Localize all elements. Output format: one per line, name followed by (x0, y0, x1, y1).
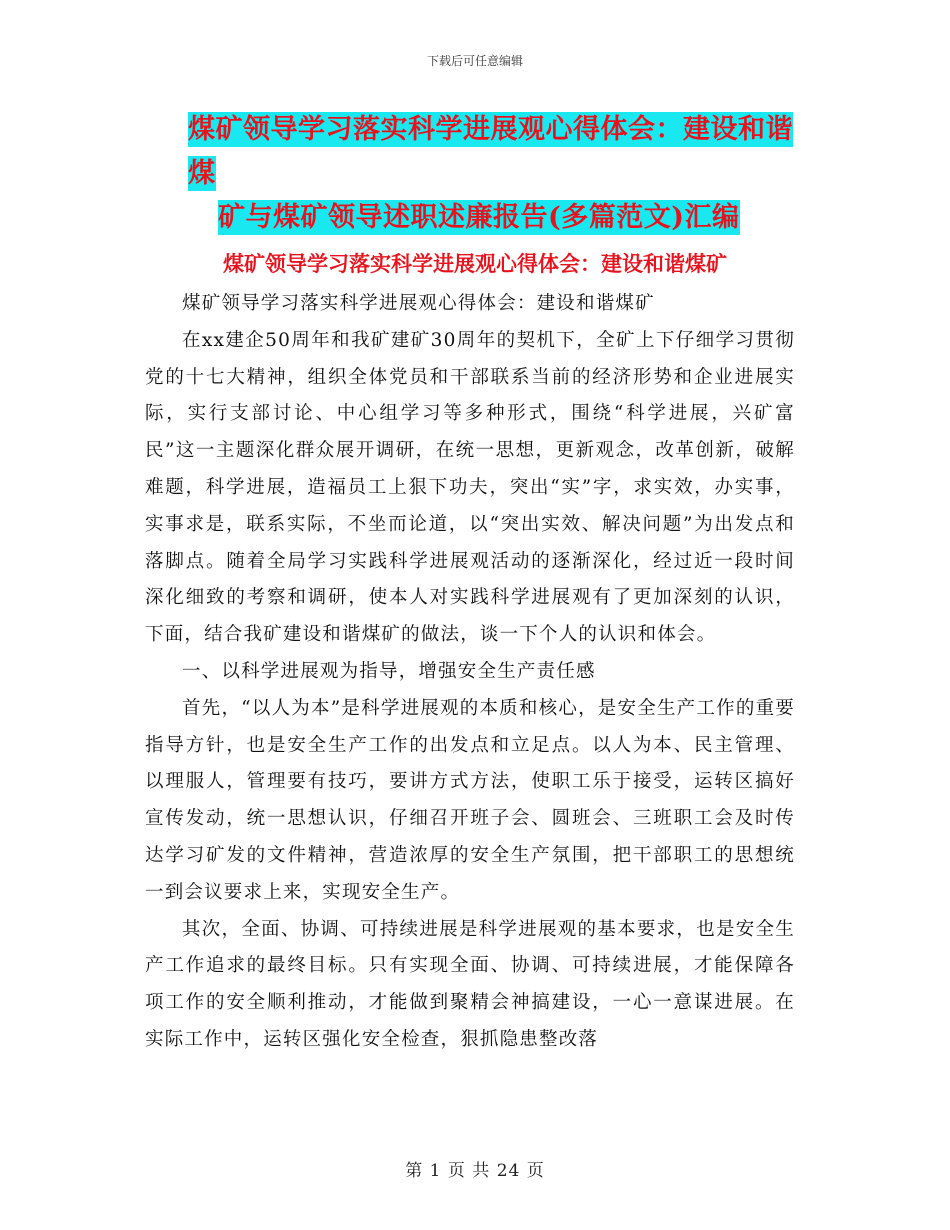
paragraph-heading-1: 一、以科学进展观为指导，增强安全生产责任感 (182, 660, 596, 682)
paragraph-first-point: 首先，“以人为本”是科学进展观的本质和核心，是安全生产工作的重要指导方针，也是安全生产工作的出发点和立足点。以人为本、民主管理、以理服人，管理要有技巧，要讲方式方法，使职工乐于接受，运转区搞好宣传发动，统一思想认识，仔细召开班子会、圆班会、三班职工会及时传达学习矿发的文件精神，营造浓厚的安全生产氛围，把干部职工的思想统一到会议要求上来，实现安全生产。 (145, 697, 795, 903)
document-title-line-2: 矿与煤矿领导述职述廉报告(多篇范文)汇编 (218, 202, 740, 233)
document-body (145, 286, 795, 1059)
paragraph-subtitle: 煤矿领导学习落实科学进展观心得体会：建设和谐煤矿 (182, 293, 655, 314)
page-header-note: 下载后可任意编辑 (426, 54, 523, 68)
paragraph-second-point: 其次，全面、协调、可持续进展是科学进展观的基本要求，也是安全生产工作追求的最终目标。只有实现全面、协调、可持续进展，才能保障各项工作的安全顺利推动，才能做到聚精会神搞建设，一心一意谋进展。在实际工作中，运转区强化安全检查，狠抓隐患整改落 (145, 918, 795, 1050)
section-title: 煤矿领导学习落实科学进展观心得体会：建设和谐煤矿 (223, 251, 727, 276)
paragraph-intro: 在xx建企50周年和我矿建矿30周年的契机下，全矿上下仔细学习贯彻党的十七大精神，组织全体党员和干部联系当前的经济形势和企业进展实际，实行支部讨论、中心组学习等多种形式，围绕“科学进展，兴矿富民”这一主题深化群众展开调研，在统一思想，更新观念，改革创新，破解难题，科学进展，造福员工上狠下功夫，突出“实”字，求实效，办实事，实事求是，联系实际，不坐而论道，以“突出实效、解决问题”为出发点和落脚点。随着全局学习实践科学进展观活动的逐渐深化，经过近一段时间深化细致的考察和调研，使本人对实践科学进展观有了更加深刻的认识，下面，结合我矿建设和谐煤矿的做法，谈一下个人的认识和体会。 (145, 329, 795, 646)
document-title (188, 108, 808, 240)
page-number: 第 1 页 共 24 页 (405, 1161, 545, 1181)
document-title-line-1: 煤矿领导学习落实科学进展观心得体会：建设和谐煤 (188, 114, 793, 189)
